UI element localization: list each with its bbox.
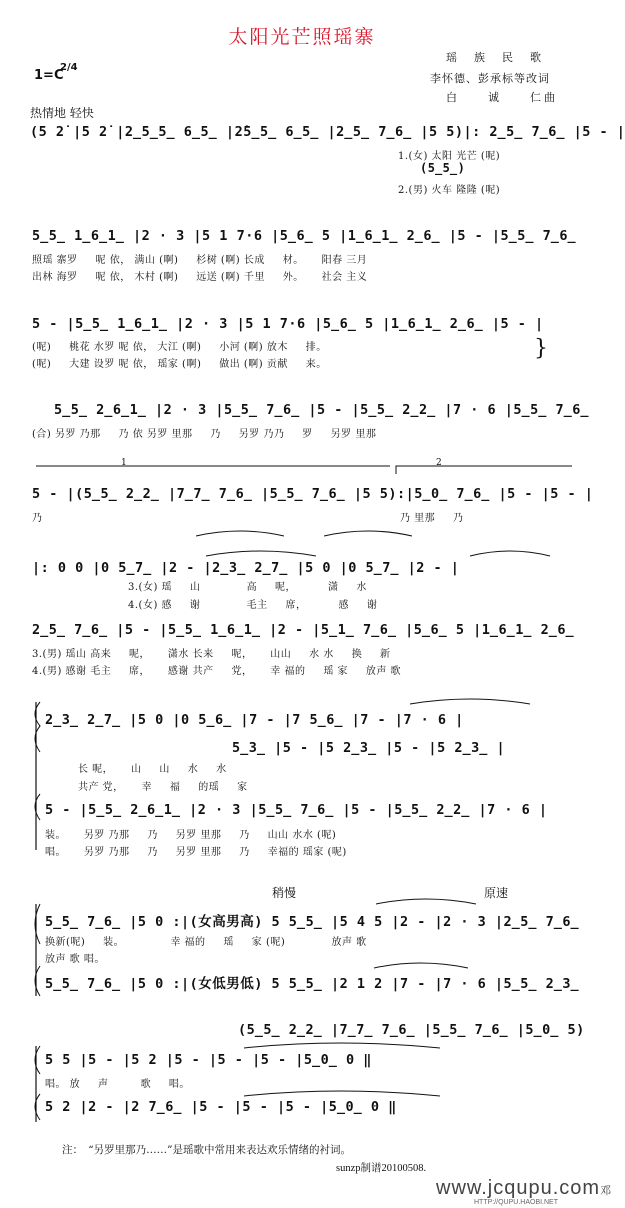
credit-origin: 瑶 族 民 歌: [446, 51, 544, 64]
tempo-marking: 热情地 轻快: [30, 106, 94, 120]
system-9-notes-upper: 5̲5̲ 7̲6̲ |5 0 :|(女高男高) 5 5̲5̲ |5 4 5 |2 - |2 · 3 |2̲5̲ 7̲6̲: [45, 914, 580, 930]
system-5-notes: 5 - |(5̲5̲ 2̲2̲ |7̲7̲ 7̲6̲ |5̲5̲ 7̲6̲ |5 5):|5̲0̲ 7̲6̲ |5 - |5 - |: [32, 486, 594, 502]
credit-composer: 白 诚 仁曲: [446, 91, 558, 104]
system-10-lyric: 唱。 放 声 歌 唱。: [45, 1079, 190, 1090]
system-6-notes: |: 0 0 |0 5̲7̲ |2 - |2̲3̲ 2̲7̲ |5 0 |0 5̲7̲ |2 - |: [32, 560, 460, 576]
watermark-url-small: HTTP://QUPU.HAOBI.NET: [474, 1199, 559, 1206]
system-8-lyric-upper-2: 共产 党， 幸 福 的瑶 家: [78, 782, 248, 793]
system-3-lyric-1: (呢) 桃花 水罗 呢 依， 大江 (啊) 小河 (啊) 放木 排。: [32, 342, 327, 353]
system-10-notes-upper: 5 5 |5 - |5 2 |5 - |5 - |5 - |5̲0̲ 0 ‖: [45, 1052, 372, 1068]
system-3-notes: 5 - |5̲5̲ 1̲6̲1̲ |2 · 3 |5 1 7·6 |5̲6̲ 5 |1̲6̲1̲ 2̲6̲ |5 - |: [32, 316, 544, 332]
system-10-notes-top: (5̲5̲ 2̲2̲ |7̲7̲ 7̲6̲ |5̲5̲ 7̲6̲ |5̲0̲ 5): [238, 1022, 585, 1038]
system-9-lyric-2: 放声 歌 唱。: [45, 954, 105, 965]
system-7-notes: 2̲5̲ 7̲6̲ |5 - |5̲5̲ 1̲6̲1̲ |2 - |5̲1̲ 7̲6̲ |5̲6̲ 5 |1̲6̲1̲ 2̲6̲: [32, 622, 575, 638]
system-9-lyric-1: 换新(呢) 装。 幸 福的 瑶 家 (呢) 放声 歌: [45, 937, 367, 948]
system-8-notes-bottom: 5 - |5̲5̲ 2̲6̲1̲ |2 · 3 |5̲5̲ 7̲6̲ |5 - |5̲5̲ 2̲2̲ |7 · 6 |: [45, 802, 548, 818]
system-9-notes-lower: 5̲5̲ 7̲6̲ |5 0 :|(女低男低) 5 5̲5̲ |2 1 2 |7 - |7 · 6 |5̲5̲ 2̲3̲: [45, 976, 580, 992]
system-1-notes: (5 2̇ |5 2̇ |2̲5̲5̲ 6̲5̲ |2̇5̲5̲ 6̲5̲ |2̲5̲ 7̲6̲ |5 5)|: 2̲5̲ 7̲6̲ |5 - |: [30, 124, 625, 140]
volta-1-label: 1: [121, 458, 128, 468]
system-3-lyric-2: (呢) 大建 设罗 呢 依， 瑶家 (啊) 做出 (啊) 贡献 来。: [32, 359, 327, 370]
brace-right: }: [534, 336, 548, 361]
system-7-lyric-1: 3.(男) 瑶山 高来 呢， 潇水 长来 呢， 山山 水 水 换 新: [32, 649, 391, 660]
system-4-notes: 5̲5̲ 2̲6̲1̲ |2 · 3 |5̲5̲ 7̲6̲ |5 - |5̲5̲ 2̲2̲ |7 · 6 |5̲5̲ 7̲6̲: [54, 402, 590, 418]
watermark-url: www.jcqupu.com邓: [436, 1177, 613, 1199]
system-1-lyric-1: 1.(女) 太阳 光芒 (呢): [398, 151, 501, 162]
system-8-notes-upper: 2̲3̲ 2̲7̲ |5 0 |0 5̲6̲ |7 - |7 5̲6̲ |7 - |7 · 6 |: [45, 712, 464, 728]
system-1-lyric-ornament: (5̲5̲): [420, 161, 466, 175]
tempo-original: 原速: [484, 886, 509, 900]
tempo-slower: 稍慢: [272, 886, 297, 900]
system-6-lyric-2: 4.(女) 感 谢 毛主 席， 感 谢: [128, 600, 378, 611]
system-7-lyric-2: 4.(男) 感谢 毛主 席， 感谢 共产 党， 幸 福的 瑶 家 放声 歌: [32, 666, 402, 677]
signature: sunzp制谱20100508.: [336, 1163, 427, 1174]
system-4-lyric: (合) 另罗 乃那 乃 依 另罗 里那 乃 另罗 乃乃 罗 另罗 里那: [32, 429, 377, 440]
credit-lyricists: 李怀德、彭承标等改词: [430, 72, 550, 85]
system-2-lyric-1: 照瑶 寨罗 呢 依， 满山 (啊) 杉树 (啊) 长成 材。 阳春 三月: [32, 255, 368, 266]
system-2-lyric-2: 出林 海罗 呢 依， 木村 (啊) 远送 (啊) 千里 外。 社会 主义: [32, 272, 368, 283]
system-10-notes-lower: 5 2 |2 - |2 7̲6̲ |5 - |5 - |5 - |5̲0̲ 0 ‖: [45, 1099, 397, 1115]
time-signature: 2/4: [60, 62, 78, 73]
song-title: 太阳光芒照瑶寨: [228, 26, 376, 48]
system-8-lyric-upper-1: 长 呢， 山 山 水 水: [78, 764, 227, 775]
system-8-lyric-bottom-1: 装。 另罗 乃那 乃 另罗 里那 乃 山山 水水 (呢): [45, 830, 337, 841]
system-6-lyric-1: 3.(女) 瑶 山 高 呢， 潇 水: [128, 582, 367, 593]
system-2-notes: 5̲5̲ 1̲6̲1̲ |2 · 3 |5 1 7·6 |5̲6̲ 5 |1̲6̲1̲ 2̲6̲ |5 - |5̲5̲ 7̲6̲: [32, 228, 577, 244]
system-8-notes-lower: 5̲3̲ |5 - |5 2̲3̲ |5 - |5 2̲3̲ |: [232, 740, 506, 756]
key-signature: 1=C: [34, 68, 64, 83]
volta-2-label: 2: [436, 458, 443, 468]
system-5-lyric-2: 乃 里那 乃: [400, 513, 464, 524]
system-8-lyric-bottom-2: 唱。 另罗 乃那 乃 另罗 里那 乃 幸福的 瑶家 (呢): [45, 847, 347, 858]
system-1-lyric-2: 2.(男) 火车 隆隆 (呢): [398, 185, 501, 196]
system-5-lyric-1: 乃: [32, 513, 43, 524]
footnote: 注： “另罗里那乃……”是瑶歌中常用来表达欢乐情绪的衬词。: [62, 1144, 351, 1156]
